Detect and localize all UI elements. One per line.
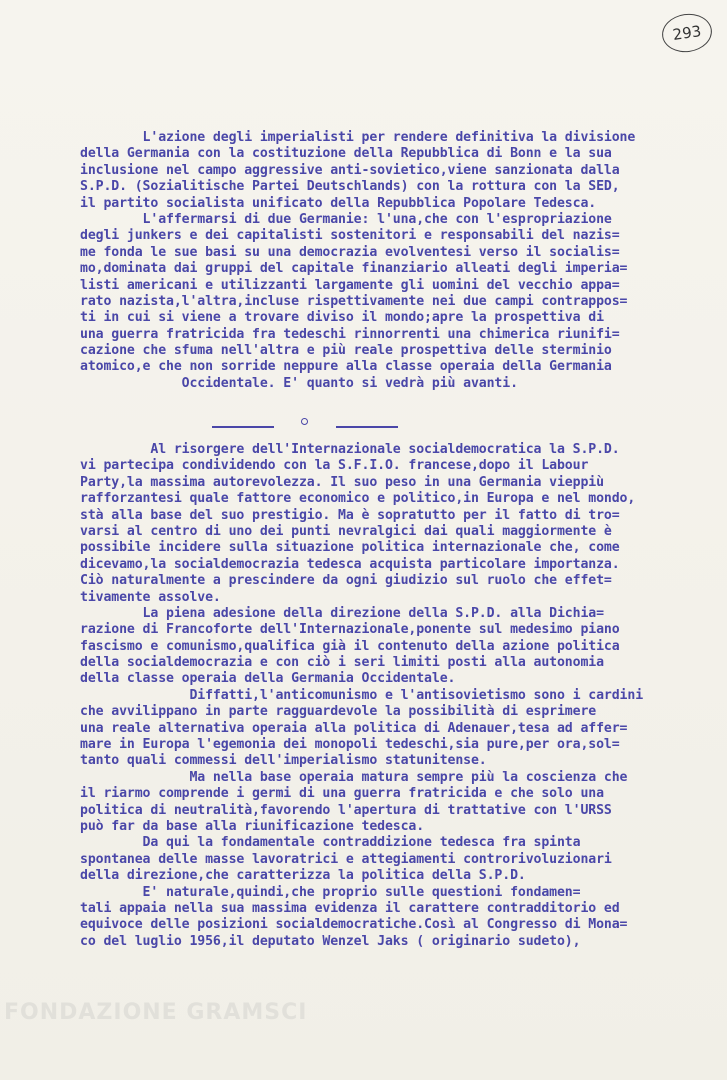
text-line: L'azione degli imperialisti per rendere definitiva la divisione bbox=[80, 130, 636, 145]
text-line: il riarmo comprende i germi di una guerra fratricida e che solo una bbox=[80, 786, 604, 802]
text-line: rato nazista,l'altra,incluse rispettivamente nei due campi contrappos= bbox=[80, 293, 628, 309]
archive-watermark: FONDAZIONE GRAMSCI bbox=[4, 1000, 308, 1025]
text-line: Diffatti,l'anticomunismo e l'antisovietismo sono i cardini bbox=[80, 687, 644, 703]
section-separator bbox=[212, 420, 398, 430]
text-block-intro bbox=[80, 130, 710, 392]
text-line: equivoce delle posizioni socialdemocratiche.Così al Congresso di Mona= bbox=[80, 917, 628, 933]
text-line: tanto quali commessi dell'imperialismo statunitense. bbox=[80, 753, 487, 769]
text-line: me fonda le sue basi su una democrazia evolventesi verso il socialis= bbox=[80, 244, 620, 260]
text-line: vi partecipa condividendo con la S.F.I.O. francese,dopo il Labour bbox=[80, 458, 589, 474]
text-line: ti in cui si viene a trovare diviso il mondo;apre la prospettiva di bbox=[80, 310, 604, 326]
text-line: cazione che sfuma nell'altra e più reale prospettiva delle sterminio bbox=[80, 343, 612, 359]
text-line: Occidentale. E' quanto si vedrà più avanti. bbox=[80, 375, 518, 391]
separator-line-right bbox=[336, 426, 398, 428]
text-line: possibile incidere sulla situazione politica internazionale che, come bbox=[80, 540, 620, 556]
text-line: Al risorgere dell'Internazionale socialdemocratica la S.P.D. bbox=[80, 442, 620, 457]
text-line: co del luglio 1956,il deputato Wenzel Jaks ( originario sudeto), bbox=[80, 933, 581, 949]
separator-dot bbox=[301, 418, 308, 425]
text-line: della direzione,che caratterizza la politica della S.P.D. bbox=[80, 868, 526, 884]
text-line: S.P.D. (Sozialitische Partei Deutschlands) con la rottura con la SED, bbox=[80, 179, 620, 195]
text-line: Ma nella base operaia matura sempre più la coscienza che bbox=[80, 769, 628, 785]
text-line: tali appaia nella sua massima evidenza il carattere contradditorio ed bbox=[80, 900, 620, 916]
text-line: mare in Europa l'egemonia dei monopoli tedeschi,sia pure,per ora,sol= bbox=[80, 737, 620, 753]
text-line: politica di neutralità,favorendo l'apertura di trattative con l'URSS bbox=[80, 802, 612, 818]
text-line: varsi al centro di uno dei punti nevralgici dai quali maggiormente è bbox=[80, 523, 612, 539]
text-line: fascismo e comunismo,qualifica già il contenuto della azione politica bbox=[80, 638, 620, 654]
text-line: inclusione nel campo aggressive anti-sovietico,viene sanzionata dalla bbox=[80, 162, 620, 178]
text-line: della classe operaia della Germania Occidentale. bbox=[80, 671, 456, 687]
text-line: L'affermarsi di due Germanie: l'una,che con l'espropriazione bbox=[80, 211, 612, 227]
text-line: listi americani e utilizzanti largamente gli uomini del vecchio appa= bbox=[80, 277, 620, 293]
text-line: E' naturale,quindi,che proprio sulle questioni fondamen= bbox=[80, 884, 581, 900]
text-line: Party,la massima autorevolezza. Il suo peso in una Germania vieppiù bbox=[80, 474, 604, 490]
text-line: una reale alternativa operaia alla politica di Adenauer,tesa ad affer= bbox=[80, 720, 628, 736]
text-line: La piena adesione della direzione della S.P.D. alla Dichia= bbox=[80, 605, 604, 621]
text-line: spontanea delle masse lavoratrici e attegiamenti controrivoluzionari bbox=[80, 851, 612, 867]
text-line: può far da base alla riunificazione tedesca. bbox=[80, 818, 425, 834]
text-line: rafforzantesi quale fattore economico e politico,in Europa e nel mondo, bbox=[80, 491, 636, 507]
text-line: degli junkers e dei capitalisti sostenitori e responsabili del nazis= bbox=[80, 228, 620, 244]
text-line: il partito socialista unificato della Repubblica Popolare Tedesca. bbox=[80, 195, 597, 211]
text-line: atomico,e che non sorride neppure alla classe operaia della Germania bbox=[80, 359, 612, 375]
text-line: che avvilippano in parte ragguardevole la possibilità di esprimere bbox=[80, 704, 597, 720]
text-line: mo,dominata dai gruppi del capitale finanziario alleati degli imperia= bbox=[80, 261, 628, 277]
text-block-main bbox=[80, 442, 710, 950]
text-line: stà alla base del suo prestigio. Ma è sopratutto per il fatto di tro= bbox=[80, 507, 620, 523]
separator-line-left bbox=[212, 426, 274, 428]
page-number-stamp: 293 bbox=[660, 11, 715, 56]
text-line: tivamente assolve. bbox=[80, 589, 221, 605]
text-line: della Germania con la costituzione della Repubblica di Bonn e la sua bbox=[80, 146, 612, 162]
text-line: una guerra fratricida fra tedeschi rinnorrenti una chimerica riunifi= bbox=[80, 326, 620, 342]
text-line: della socialdemocrazia e con ciò i seri limiti posti alla autonomia bbox=[80, 655, 604, 671]
text-line: razione di Francoforte dell'Internazionale,ponente sul medesimo piano bbox=[80, 622, 620, 638]
text-line: Ciò naturalmente a prescindere da ogni giudizio sul ruolo che effet= bbox=[80, 573, 612, 589]
text-line: Da qui la fondamentale contraddizione tedesca fra spinta bbox=[80, 835, 581, 851]
text-line: dicevamo,la socialdemocrazia tedesca acquista particolare importanza. bbox=[80, 556, 620, 572]
